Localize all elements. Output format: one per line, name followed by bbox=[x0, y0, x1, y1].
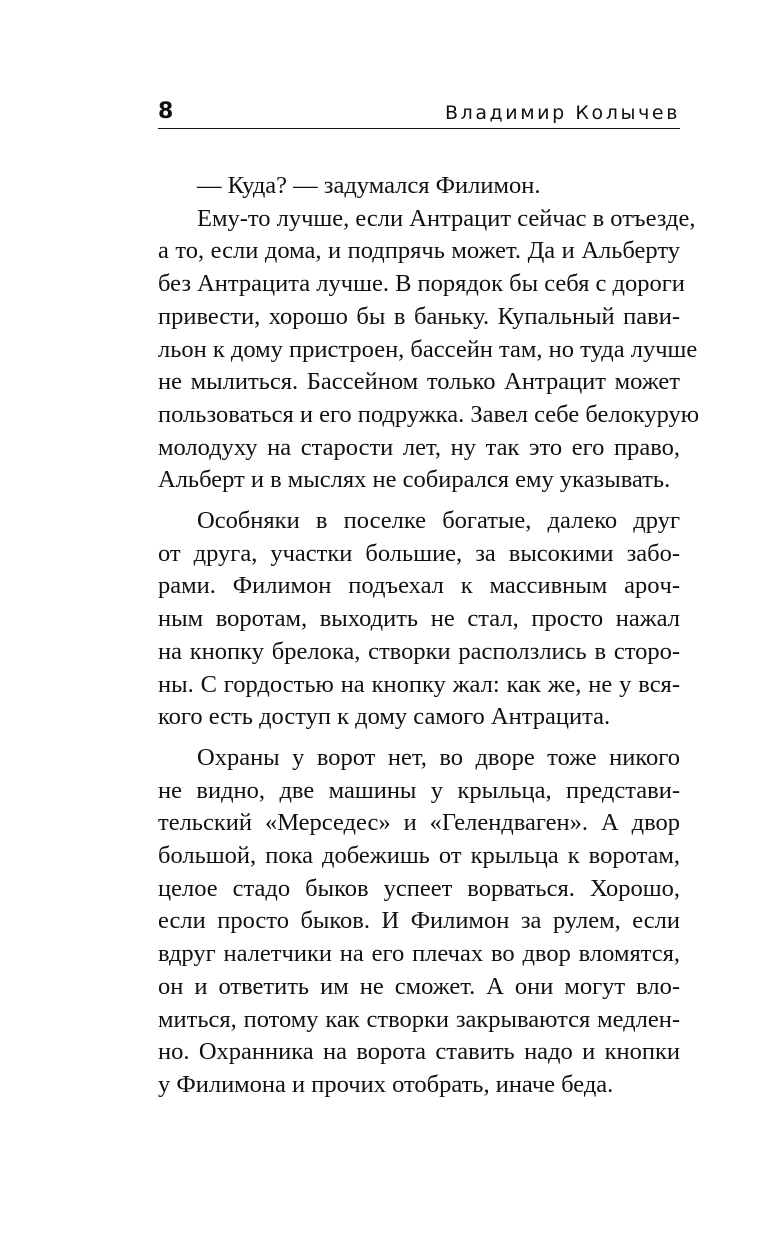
paragraph-gap bbox=[158, 497, 680, 505]
text-line: а то, если дома, и подпрячь может. Да и Альберту bbox=[158, 237, 680, 265]
text-line: Ему-то лучше, если Антрацит сейчас в отъезде, bbox=[197, 204, 696, 232]
text-line: у Филимона и прочих отобрать, иначе беда. bbox=[158, 1070, 614, 1098]
text-line: не мылиться. Бассейном только Антрацит может bbox=[158, 368, 680, 396]
text-line: вдруг налетчики на его плечах во двор вломятся, bbox=[158, 940, 680, 968]
paragraph bbox=[158, 170, 680, 203]
text-line: рами. Филимон подъехал к массивным арoч- bbox=[158, 572, 680, 600]
text-line: если просто быков. И Филимон за рулем, если bbox=[158, 907, 680, 935]
paragraph bbox=[158, 505, 680, 734]
text-line: молодуху на старости лет, ну так это его право, bbox=[158, 433, 680, 461]
text-line: не видно, две машины у крыльца, представи- bbox=[158, 776, 680, 804]
running-title-author: Владимир Колычев bbox=[444, 102, 680, 124]
header-rule bbox=[158, 128, 680, 129]
text-line: Особняки в поселке богатые, далеко друг bbox=[197, 507, 680, 535]
text-line: миться, потому как створки закрываются медлен- bbox=[158, 1005, 680, 1033]
text-line: ным воротам, выходить не стал, просто нажал bbox=[158, 605, 680, 633]
text-line: Охраны у ворот нет, во дворе тоже никого bbox=[197, 743, 680, 771]
page-header bbox=[158, 94, 680, 128]
text-line: на кнопку брелока, створки расползлись в сторо- bbox=[158, 637, 680, 665]
text-line: целое стадо быков успеет ворваться. Хорошо, bbox=[158, 874, 680, 902]
text-line: привести, хорошо бы в баньку. Купальный пави- bbox=[158, 302, 680, 330]
text-line: Альберт и в мыслях не собирался ему указывать. bbox=[158, 466, 671, 494]
text-line: большой, пока добежишь от крыльца к воротам, bbox=[158, 842, 680, 870]
text-line: он и ответить им не сможет. А они могут вло- bbox=[158, 972, 680, 1000]
text-line: льон к дому пристроен, бассейн там, но туда лучше bbox=[158, 335, 698, 363]
page-number: 8 bbox=[158, 99, 174, 124]
text-line: тельский «Мерседес» и «Гелендваген». А двор bbox=[158, 809, 680, 837]
paragraph-gap bbox=[158, 734, 680, 742]
paragraph bbox=[158, 742, 680, 1102]
text-line: пользоваться и его подружка. Завел себе белокурую bbox=[158, 400, 700, 428]
paragraph bbox=[158, 203, 700, 497]
text-line: ны. С гордостью на кнопку жал: как же, не у вся- bbox=[158, 670, 680, 698]
body-text bbox=[158, 170, 700, 1102]
text-line: без Антрацита лучше. В порядок бы себя с дороги bbox=[158, 270, 685, 298]
text-line: но. Охранника на ворота ставить надо и кнопки bbox=[158, 1038, 680, 1066]
text-line: — Куда? — задумался Филимон. bbox=[197, 172, 541, 199]
text-line: от друга, участки большие, за высокими забо- bbox=[158, 539, 680, 567]
text-line: кого есть доступ к дому самого Антрацита. bbox=[158, 703, 611, 731]
